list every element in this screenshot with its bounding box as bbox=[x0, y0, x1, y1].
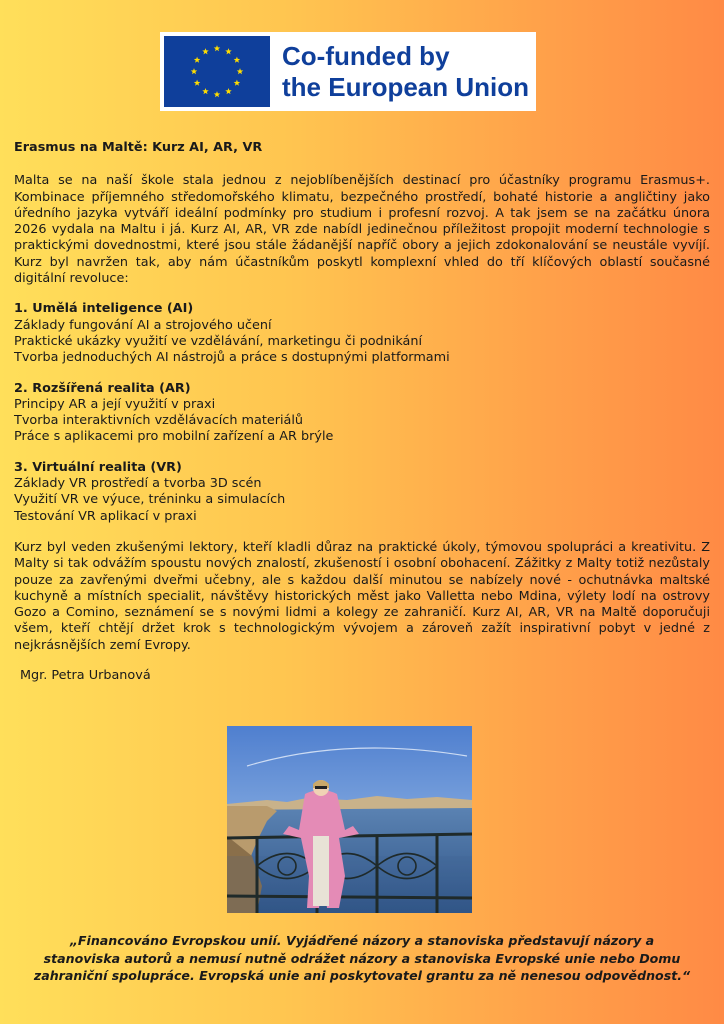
list-item: Práce s aplikacemi pro mobilní zařízení a AR brýle bbox=[14, 429, 334, 445]
star-icon bbox=[214, 91, 220, 97]
list-item: Tvorba interaktivních vzdělávacích materiálů bbox=[14, 413, 304, 429]
list-item: Praktické ukázky využití ve vzdělávání, marketingu či podnikání bbox=[14, 333, 423, 349]
article bbox=[14, 140, 710, 684]
malta-photo bbox=[227, 726, 472, 913]
eu-cofunded-logo bbox=[160, 32, 536, 111]
author-signature: Mgr. Petra Urbanová bbox=[20, 668, 151, 684]
logo-line-2: the European Union bbox=[282, 72, 529, 102]
star-icon bbox=[214, 45, 220, 51]
list-item: Testování VR aplikací v praxi bbox=[14, 508, 197, 524]
star-icon bbox=[194, 80, 200, 86]
section-title: 3. Virtuální realita (VR) bbox=[14, 459, 182, 475]
article-title: Erasmus na Maltě: Kurz AI, AR, VR bbox=[14, 140, 263, 155]
list-item: Tvorba jednoduchých AI nástrojů a práce s dostupnými platformami bbox=[14, 350, 450, 366]
star-icon bbox=[194, 57, 200, 63]
conclusion-paragraph: Kurz byl veden zkušenými lektory, kteří kladli důraz na praktické úkoly, týmovou spolupráci a kreativitu. Z Malty si tak odvážím spoustu nových znalostí, zkušeností i osobní obohacení. Zážitky z Malty totiž nezůstaly pouze za zavřenými dveřmi učebny, ale s každou další minutou se nabízely nové - ochutnávka maltské kuchyně a místních specialit, návštěvy historických měst jako Valletta nebo Mdina, výlety lodí na ostrovy Gozo a Comino, seznámení se s novými lidmi a kolegy ze zahraničí. Kurz AI, AR, VR na Maltě doporučuji všem, kteří chtějí držet krok s technologickým vývojem a zároveň zažít inspirativní pobyt v jedné z nejkrásnějších zemí Evropy. bbox=[14, 539, 710, 653]
section-vr bbox=[14, 460, 710, 525]
section-title: 2. Rozšířená realita (AR) bbox=[14, 380, 191, 396]
star-icon bbox=[202, 48, 208, 54]
list-item: Využití VR ve výuce, tréninku a simulacích bbox=[14, 492, 286, 508]
logo-line-1: Co-funded by bbox=[282, 41, 450, 71]
section-ar bbox=[14, 381, 710, 446]
star-icon bbox=[234, 80, 240, 86]
intro-paragraph: Malta se na naší škole stala jednou z nejoblíbenějších destinací pro účastníky programu Erasmus+. Kombinace příjemného středomořského klimatu, bezpečného prostředí, bohaté historie a angličtiny jako úředního jazyka vytváří ideální podmínky pro studium i profesní rozvoj. A tak jsem se na začátku února 2026 vydala na Maltu i já. Kurz AI, AR, VR zde nabídl jedinečnou příležitost propojit moderní technologie s praktickými dovednostmi, které jsou stále žádanější napříč obory a jejich zdokonalování se neustále vyvíjí. Kurz byl navržen tak, aby nám účastníkům poskytl komplexní vhled do tří klíčových oblastí současné digitální revoluce: bbox=[14, 173, 710, 287]
list-item: Základy VR prostředí a tvorba 3D scén bbox=[14, 476, 262, 492]
section-title: 1. Umělá inteligence (AI) bbox=[14, 301, 194, 317]
list-item: Základy fungování AI a strojového učení bbox=[14, 317, 272, 333]
star-icon bbox=[191, 68, 197, 74]
star-icon bbox=[202, 88, 208, 94]
logo-text bbox=[282, 41, 529, 103]
eu-flag-icon bbox=[164, 36, 270, 107]
star-icon bbox=[237, 68, 243, 74]
star-icon bbox=[225, 88, 231, 94]
list-item: Principy AR a její využití v praxi bbox=[14, 396, 216, 412]
star-icon bbox=[234, 57, 240, 63]
section-ai bbox=[14, 301, 710, 366]
funding-disclaimer: „Financováno Evropskou unií. Vyjádřené názory a stanoviska představují názory a stanoviska autorů a nemusí nutně odrážet názory a stanoviska Evropské unie nebo Domu zahraniční spolupráce. Evropská unie ani poskytovatel grantu za ně nenesou odpovědnost.“ bbox=[33, 933, 691, 983]
star-icon bbox=[225, 48, 231, 54]
